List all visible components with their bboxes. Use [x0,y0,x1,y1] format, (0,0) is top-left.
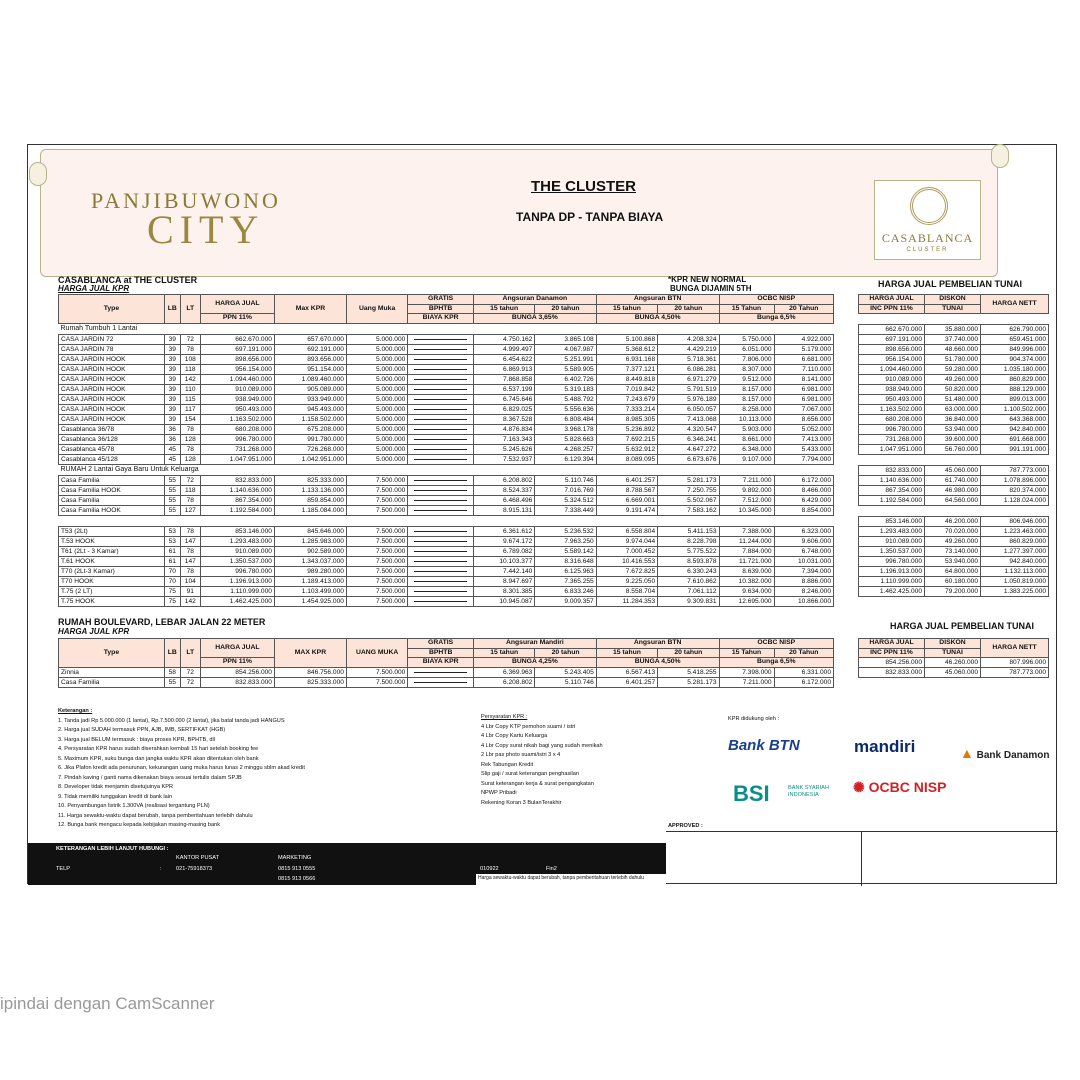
syarat-item: 2 Lbr pas photo suami/istri 3 x 4 [481,752,561,758]
gratis-mark [408,344,474,354]
table-row: CASA JARDIN 78 39 78 697.191.000 692.191.000 5.000.000 4.999.497 4.067.987 5.368.612 4.429.219 6.051.000 5.179.000 [59,344,834,354]
table-row: 1.196.913.000 64.800.000 1.132.113.000 [859,567,1049,577]
gratis-mark [408,394,474,404]
note-item: 1. Tanda jadi Rp 5.000.000 (1 lantai), Rp.7.500.000 (2 lantai), jika batal tanda jadi HANGUS [58,717,285,724]
table-row: 832.833.000 45.060.000 787.773.000 [859,668,1049,678]
table-row: 1.047.951.000 56.760.000 991.191.000 [859,445,1049,455]
table-row: Casa Familia HOOK 55 118 1.140.636.000 1.133.136.000 7.500.000 8.524.337 7.016.769 8.788.567 7.250.755 9.892.000 8.466.000 [59,485,834,495]
section1-title: CASABLANCA at THE CLUSTER [58,275,198,285]
table-row: 996.780.000 53.940.000 942.840.000 [859,557,1049,567]
note-item: 11. Harga sewaktu-waktu dapat berubah, tanpa pemberitahuan terlebih dahulu [58,812,253,819]
table-row: CASA JARDIN HOOK 39 154 1.163.502.000 1.158.502.000 5.000.000 8.367.528 6.808.484 8.985.305 7.413.068 10.113.000 8.656.000 [59,414,834,424]
gratis-mark [408,364,474,374]
logo-line2: CITY [147,207,265,252]
price-sheet [27,144,1057,884]
table-row: T70 (2Lt-3 Kamar) 70 78 996.780.000 989.280.000 7.500.000 7.442.140 6.125.963 7.672.825 6.330.243 8.639.000 7.394.000 [59,566,834,576]
bsi-sub: BANK SYARIAH INDONESIA [788,785,829,798]
table-row: Zinnia 58 72 854.256.000 846.756.000 7.500.000 6.369.963 5.243.405 6.567.413 5.418.255 7.398.000 6.331.000 [59,667,834,677]
gratis-mark [408,576,474,586]
gratis-mark [408,444,474,454]
table-row: 867.354.000 46.980.000 820.374.000 [859,486,1049,496]
gratis-mark [408,556,474,566]
gratis-mark [408,505,474,515]
table-row: 853.146.000 46.200.000 806.946.000 [859,517,1049,527]
gratis-mark [408,404,474,414]
ocbc-logo: ✺ OCBC NISP [853,779,947,795]
note-item: 7. Pindah kaving / ganti nama dikenakan biaya sesuai tertulis dalam SPJB [58,774,242,781]
notes-list: Keterangan : 1. Tanda jadi Rp 5.000.000 (1 lantai), Rp.7.500.000 (2 lantai), jika batal tanda jadi HANGUS 2. Harga jual SUDAH termasuk PPN, AJB, IMB, SERTIFKAT (HGB) 3. Harga jual BELUM termasuk : biaya proses KPR, BPHTB, dll 4. Persyaratan KPR harus sudah diserahkan kembali 15 hari setelah booking fee 5. Maximum KPR, suku bunga dan jangka waktu KPR akan ditentukan oleh bank 6. Jika Plafon kredit ada penurunan, kekurangan uang muka harus lunas 2 minggu sblm akad kredit 7. Pindah kaving / ganti nama dikenakan biaya sesuai tertulis dalam SPJB 8. Developer tidak menjamin disetujuinya KPR 9. Tidak memiliki tunggakan kredit di bank lain 10. Penyambungan listrik 1.300VA (realisasi tergantung PLN) 11. Harga sewaktu-waktu dapat berubah, tanpa pemberitahuan terlebih dahulu 12. Bunga bank mengacu kepada kebijakan masing-masing bank [58,707,305,831]
table-row: 1.293.483.000 70.020.000 1.223.463.000 [859,527,1049,537]
note-item: 5. Maximum KPR, suku bunga dan jangka waktu KPR akan ditentukan oleh bank [58,755,259,762]
note-item: 9. Tidak memiliki tunggakan kredit di bank lain [58,793,173,800]
table-row: 1.110.999.000 60.180.000 1.050.819.000 [859,577,1049,587]
scroll-left-icon [29,162,47,186]
gratis-mark [408,354,474,364]
btn-logo: Bank BTN [728,737,800,754]
camscanner-watermark: ipindai dengan CamScanner [0,994,215,1013]
table-row: 1.462.425.000 79.200.000 1.383.225.000 [859,587,1049,597]
table-row: CASA JARDIN HOOK 39 117 950.493.000 945.493.000 5.000.000 6.829.025 5.556.636 7.333.214 6.050.057 8.258.000 7.067.000 [59,404,834,414]
table-row: 956.154.000 51.780.000 904.374.000 [859,355,1049,365]
table-row: 996.780.000 53.940.000 942.840.000 [859,425,1049,435]
table-row: Casablanca 36/128 36 128 996.780.000 991.780.000 5.000.000 7.163.343 5.828.663 7.692.215 6.346.241 8.661.000 7.413.000 [59,434,834,444]
kpr-note2: BUNGA DIJAMIN 5TH [670,284,752,293]
table-row: 910.089.000 49.260.000 860.829.000 [859,375,1049,385]
header-banner [40,149,998,277]
gratis-mark [408,495,474,505]
table-row: CASA JARDIN 72 39 72 662.670.000 657.670.000 5.000.000 4.750.162 3.865.108 5.100.868 4.208.324 5.750.000 4.922.000 [59,334,834,344]
table-row: T.61 HOOK 61 147 1.350.537.000 1.343.037.000 7.500.000 10.103.377 8.316.648 10.416.553 8.593.878 11.721.000 10.031.000 [59,556,834,566]
table-row: T70 HOOK 70 104 1.196.913.000 1.189.413.000 7.500.000 8.947.697 7.365.255 9.225.050 7.610.862 10.382.000 8.886.000 [59,576,834,586]
table-row: 950.493.000 51.480.000 899.013.000 [859,395,1049,405]
table-row: Casablanca 36/78 36 78 680.208.000 675.208.000 5.000.000 4.876.834 3.968.178 5.236.892 4.320.547 5.903.000 5.052.000 [59,424,834,434]
table-row: 662.670.000 35.880.000 626.790.000 [859,325,1049,335]
table-row: T.75 (2 LT) 75 91 1.110.999.000 1.103.499.000 7.500.000 8.301.385 6.833.246 8.558.704 7.061.112 9.634.000 8.246.000 [59,586,834,596]
table-row: 731.268.000 39.600.000 691.668.000 [859,435,1049,445]
note-item: 3. Harga jual BELUM termasuk : biaya proses KPR, BPHTB, dll [58,736,215,743]
table-row: T.53 HOOK 53 147 1.293.483.000 1.285.983.000 7.500.000 9.674.172 7.963.250 9.974.044 8.228.798 11.244.000 9.606.000 [59,536,834,546]
gratis-mark [408,434,474,444]
table-row: CASA JARDIN HOOK 39 115 938.949.000 933.949.000 5.000.000 6.745.646 5.488.792 7.243.679 5.976.189 8.157.000 6.981.000 [59,394,834,404]
section1-sub: HARGA JUAL KPR [58,284,130,293]
note-item: 6. Jika Plafon kredit ada penurunan, kekurangan uang muka harus lunas 2 minggu sblm akad kredit [58,765,305,771]
table-row: 832.833.000 45.060.000 787.773.000 [859,466,1049,476]
tunai-title: HARGA JUAL PEMBELIAN TUNAI [878,279,1023,289]
page-title: THE CLUSTER [531,178,636,195]
phone-office[interactable]: 021-75918373 [176,866,213,872]
table-row: 910.089.000 49.260.000 860.829.000 [859,537,1049,547]
table-row: 1.140.636.000 61.740.000 1.078.896.000 [859,476,1049,486]
table-row: 1.192.584.000 64.560.000 1.128.024.000 [859,496,1049,506]
syarat-item: 4 Lbr Copy Kartu Keluarga [481,733,548,739]
tunai2-title: HARGA JUAL PEMBELIAN TUNAI [890,621,1035,631]
phone-marketing-2[interactable]: 0815 913 0566 [278,876,316,882]
syarat-list: Persyaratan KPR : 4 Lbr Copy KTP pemohon suami / istri 4 Lbr Copy Kartu Keluarga 4 Lbr Copy surat nikah bagi yang sudah menikah 2 Lbr pas photo suami/istri 3 x 4 Rek Tabungan Kredit Slip gaji / surat keterangan penghasilan Surat keterangan kerja & surat pengangkatan NPWP Pribadi Rekening Koran 3 BulanTerakhir [481,713,603,808]
banks-title: KPR didukung oleh : [728,716,779,722]
note-item: 8. Developer tidak menjamin disetujuinya KPR [58,784,174,790]
group-title: RUMAH 2 Lantai Gaya Baru Untuk Keluarga [60,466,199,474]
gratis-mark [408,454,474,464]
table-row: 697.191.000 37.740.000 659.451.000 [859,335,1049,345]
note-item: 2. Harga jual SUDAH termasuk PPN, AJB, IMB, SERTIFKAT (HGB) [58,727,226,733]
table-row: Casa Familia 55 72 832.833.000 825.333.000 7.500.000 6.208.802 5.110.746 6.401.257 5.281.173 7.211.000 6.172.000 [59,677,834,687]
logo-line1: PANJIBUWONO [91,188,281,213]
gratis-mark [408,485,474,495]
danamon-mark-icon: ▲ [960,745,974,761]
table-row: Casablanca 45/78 45 78 731.268.000 726.268.000 5.000.000 5.245.626 4.268.257 5.632.912 4.647.272 6.348.000 5.433.000 [59,444,834,454]
gratis-mark [408,384,474,394]
casablanca-logo: CASABLANCA CLUSTER [874,180,981,260]
bsi-logo: BSI [733,781,770,806]
syarat-item: NPWP Pribadi [481,790,517,796]
kpr-note1: *KPR NEW NORMAL [668,275,747,284]
note-item: 12. Bunga bank mengacu kepada kebijakan masing-masing bank [58,822,221,828]
syarat-item: 4 Lbr Copy surat nikah bagi yang sudah menikah [481,742,603,749]
gratis-mark [408,596,474,606]
table-row: 854.256.000 46.260.000 807.996.000 [859,658,1049,668]
mandiri-logo: mandiri [854,737,916,756]
danamon-logo: ▲ Bank Danamon [960,745,1050,761]
syarat-item: 4 Lbr Copy KTP pemohon suami / istri [481,723,576,730]
table-row: T61 (2Lt - 3 Kamar) 61 78 910.089.000 902.589.000 7.500.000 6.789.082 5.589.142 7.000.452 5.775.522 7.884.000 6.748.000 [59,546,834,556]
table-row: 680.208.000 36.840.000 643.368.000 [859,415,1049,425]
gratis-mark [408,374,474,384]
note-item: 4. Persyaratan KPR harus sudah diserahkan kembali 15 hari setelah booking fee [58,746,259,752]
gratis-mark [408,546,474,556]
group-title: Rumah Tumbuh 1 Lantai [60,325,138,333]
gratis-mark [408,667,474,677]
syarat-item: Rekening Koran 3 BulanTerakhir [481,799,562,806]
table-row: Casablanca 45/128 45 128 1.047.951.000 1.042.951.000 5.000.000 7.532.937 6.129.394 8.089.095 6.673.676 9.107.000 7.794.000 [59,454,834,464]
gratis-mark [408,475,474,485]
table-row: 1.163.502.000 63.000.000 1.100.502.000 [859,405,1049,415]
gratis-mark [408,414,474,424]
scroll-right-icon [991,144,1009,168]
gratis-mark [408,536,474,546]
boulevard-table: Type LB LT HARGA JUAL MAX KPR UANG MUKA GRATIS Angsuran Mandiri Angsuran BTN OCBC NISP BPHTB 15 tahun 20 tahun 15 tahun 20 tahun 15 Tahun 20 Tahun PPN 11% BIAYA KPR BUNGA 4,25% BUNGA 4,50% Bunga 6,5% Zinnia 58 72 854.256.000 846.756.000 7.500.000 6.369.963 5.243.405 6.567.413 5.418.255 7.398.000 6.331.000 Casa Familia 55 72 832.833.000 825.333.000 7.500.000 6.208.802 5.110.746 6.401.257 5.281.173 7.211.000 6.172.000 [58,638,834,688]
table-row: T53 (2Lt) 53 78 853.146.000 845.646.000 7.500.000 6.361.612 5.236.532 6.558.804 5.411.153 7.388.000 6.323.000 [59,526,834,536]
phone-marketing-1[interactable]: 0815 913 0555 [278,866,316,872]
gratis-mark [408,586,474,596]
table-row: CASA JARDIN HOOK 39 110 910.089.000 905.089.000 5.000.000 6.537.199 5.319.183 7.019.842 5.791.519 8.157.000 6.981.000 [59,384,834,394]
table-row: T.75 HOOK 75 142 1.462.425.000 1.454.925.000 7.500.000 10.945.087 9.009.357 11.284.353 9.309.831 12.695.000 10.866.000 [59,596,834,606]
note-item: 10. Penyambungan listrik 1.300VA (realisasi tergantung PLN) [58,803,210,809]
flower-icon [910,187,948,225]
tunai2-table: HARGA JUAL DISKON HARGA NETT INC PPN 11% TUNAI 854.256.000 46.260.000 807.996.000 832.833.000 45.060.000 787.773.000 [858,638,1049,678]
syarat-item: Slip gaji / surat keterangan penghasilan [481,771,579,777]
table-row: CASA JARDIN HOOK 39 118 956.154.000 951.154.000 5.000.000 6.869.913 5.589.905 7.377.121 6.086.281 8.307.000 7.110.000 [59,364,834,374]
gratis-mark [408,677,474,687]
table-row: 1.350.537.000 73.140.000 1.277.397.000 [859,547,1049,557]
section2-title: RUMAH BOULEVARD, LEBAR JALAN 22 METER [58,617,266,627]
table-row: 1.094.460.000 59.280.000 1.035.180.000 [859,365,1049,375]
gratis-mark [408,334,474,344]
table-row: 898.656.000 48.660.000 849.996.000 [859,345,1049,355]
table-row: CASA JARDIN HOOK 39 142 1.094.460.000 1.089.460.000 5.000.000 7.868.858 6.402.726 8.449.818 6.971.279 9.512.000 8.141.000 [59,374,834,384]
tunai-table: HARGA JUAL DISKON HARGA NETT INC PPN 11% TUNAI 662.670.000 35.880.000 626.790.000 697.191.000 37.740.000 659.451.000 898.656.000 48.660.000 849.996.000 956.154.000 51.780.000 904.374.000 1.094.460.000 59.280.000 1.035.180.000 910.089.000 49.260.000 860.829.000 938.949.000 50.820.000 888.129.000 950.493.000 51.480.000 899.013.000 1.163.502.000 63.000.000 1.100.502.000 680.208.000 36.840.000 643.368.000 996.780.000 53.940.000 942.840.000 731.268.000 39.600.000 691.668.000 1.047.951.000 56.760.000 991.191.000 832.833.000 45.060.000 787.773.000 1.140.636.000 61.740.000 1.078.896.000 867.354.000 46.980.000 820.374.000 1.192.584.000 64.560.000 1.128.024.000 853.146.000 46.200.000 806.946.000 1.293.483.000 70.020.000 1.223.463.000 910.089.000 49.260.000 860.829.000 1.350.537.000 73.140.000 1.277.397.000 996.780.000 53.940.000 942.840.000 1.196.913.000 64.800.000 1.132.113.000 1.110.999.000 60.180.000 1.050.819.000 1.462.425.000 79.200.000 1.383.225.000 [858,294,1049,597]
ocbc-mark-icon: ✺ [853,779,865,795]
gratis-mark [408,424,474,434]
approval-box: APPROVED : [666,831,1058,885]
table-row: Casa Familia 55 78 867.354.000 859.854.000 7.500.000 6.468.496 5.324.512 6.669.001 5.502.067 7.512.000 6.429.000 [59,495,834,505]
contact-bar: KETERANGAN LEBIH LANJUT HUBUNGI : KANTOR PUSAT MARKETING TELP : 021-75918373 0815 913 0555 0815 913 0566 010922 Fin2 Harga sewaktu-waktu dapat berubah, tanpa pemberitahuan terlebih dahulu [28,843,666,885]
kpr-table: Type LB LT HARGA JUAL Max KPR Uang Muka GRATIS Angsuran Danamon Angsuran BTN OCBC NISP BPHTB 15 tahun 20 tahun 15 tahun 20 tahun 15 Tahun 20 Tahun PPN 11% BIAYA KPR BUNGA 3,65% BUNGA 4,50% Bunga 6,5% Rumah Tumbuh 1 Lantai CASA JARDIN 72 39 72 662.670.000 657.670.000 5.000.000 4.750.162 3.865.108 5.100.868 4.208.324 5.750.000 4.922.000 CASA JARDIN 78 39 78 697.191.000 692.191.000 5.000.000 4.999.497 4.067.987 5.368.612 4.429.219 6.051.000 5.179.000 CASA JARDIN HOOK 39 108 898.656.000 893.656.000 5.000.000 6.454.622 5.251.991 6.931.168 5.718.361 7.806.000 6.681.000 CASA JARDIN HOOK 39 118 956.154.000 951.154.000 5.000.000 6.869.913 5.589.905 7.377.121 6.086.281 8.307.000 7.110.000 CASA JARDIN HOOK 39 142 1.094.460.000 1.089.460.000 5.000.000 7.868.858 6.402.726 8.449.818 6.971.279 9.512.000 8.141.000 CASA JARDIN HOOK 39 110 910.089.000 905.089.000 5.000.000 6.537.199 5.319.183 7.019.842 5.791.519 8.157.000 6.981.000 CASA JARDIN HOOK 39 115 938.949.000 933.949.000 5.000.000 6.745.646 5.488.792 7.243.679 5.976.189 8.157.000 6.981.000 CASA JARDIN HOOK 39 117 950.493.000 945.493.000 5.000.000 6.829.025 5.556.636 7.333.214 6.050.057 8.258.000 7.067.000 CASA JARDIN HOOK 39 154 1.163.502.000 1.158.502.000 5.000.000 8.367.528 6.808.484 8.985.305 7.413.068 10.113.000 8.656.000 Casablanca 36/78 36 78 680.208.000 675.208.000 5.000.000 4.876.834 3.968.178 5.236.892 4.320.547 5.903.000 5.052.000 Casablanca 36/128 36 128 996.780.000 991.780.000 5.000.000 7.163.343 5.828.663 7.692.215 6.346.241 8.661.000 7.413.000 Casablanca 45/78 45 78 731.268.000 726.268.000 5.000.000 5.245.626 4.268.257 5.632.912 4.647.272 6.348.000 5.433.000 Casablanca 45/128 45 128 1.047.951.000 1.042.951.000 5.000.000 7.532.937 6.129.394 8.089.095 6.673.676 9.107.000 7.794.000 RUMAH 2 Lantai Gaya Baru Untuk Keluarga Casa Familia 55 72 832.833.000 825.333.000 7.500.000 6.208.802 5.110.746 6.401.257 5.281.173 7.211.000 6.172.000 Casa Familia HOOK 55 118 1.140.636.000 1.133.136.000 7.500.000 8.524.337 7.016.769 8.788.567 7.250.755 9.892.000 8.466.000 Casa Familia 55 78 867.354.000 859.854.000 7.500.000 6.468.496 5.324.512 6.669.001 5.502.067 7.512.000 6.429.000 Casa Familia HOOK 55 127 1.192.584.000 1.185.084.000 7.500.000 8.915.131 7.338.449 9.191.474 7.583.162 10.345.000 8.854.000 T53 (2Lt) 53 78 853.146.000 845.646.000 7.500.000 6.361.612 5.236.532 6.558.804 5.411.153 7.388.000 6.323.000 T.53 HOOK 53 147 1.293.483.000 1.285.983.000 7.500.000 9.674.172 7.963.250 9.974.044 8.228.798 11.244.000 9.606.000 T61 (2Lt - 3 Kamar) 61 78 910.089.000 902.589.000 7.500.000 6.789.082 5.589.142 7.000.452 5.775.522 7.884.000 6.748.000 T.61 HOOK 61 147 1.350.537.000 1.343.037.000 7.500.000 10.103.377 8.316.648 10.416.553 8.593.878 11.721.000 10.031.000 T70 (2Lt-3 Kamar) 70 78 996.780.000 989.280.000 7.500.000 7.442.140 6.125.963 7.672.825 6.330.243 8.639.000 7.394.000 T70 HOOK 70 104 1.196.913.000 1.189.413.000 7.500.000 8.947.697 7.365.255 9.225.050 7.610.862 10.382.000 8.886.000 T.75 (2 LT) 75 91 1.110.999.000 1.103.499.000 7.500.000 8.301.385 6.833.246 8.558.704 7.061.112 9.634.000 8.246.000 T.75 HOOK 75 142 1.462.425.000 1.454.925.000 7.500.000 10.945.087 9.009.357 11.284.353 9.309.831 12.695.000 10.866.000 [58,294,834,607]
table-row: Casa Familia 55 72 832.833.000 825.333.000 7.500.000 6.208.802 5.110.746 6.401.257 5.281.173 7.211.000 6.172.000 [59,475,834,485]
gratis-mark [408,526,474,536]
section2-sub: HARGA JUAL KPR [58,627,130,636]
gratis-mark [408,566,474,576]
table-row: 938.949.000 50.820.000 888.129.000 [859,385,1049,395]
table-row: CASA JARDIN HOOK 39 108 898.656.000 893.656.000 5.000.000 6.454.622 5.251.991 6.931.168 5.718.361 7.806.000 6.681.000 [59,354,834,364]
page-subtitle: TANPA DP - TANPA BIAYA [516,210,664,224]
table-row: Casa Familia HOOK 55 127 1.192.584.000 1.185.084.000 7.500.000 8.915.131 7.338.449 9.191.474 7.583.162 10.345.000 8.854.000 [59,505,834,515]
syarat-item: Surat keterangan kerja & surat pengangkatan [481,780,594,787]
syarat-item: Rek Tabungan Kredit [481,761,534,768]
